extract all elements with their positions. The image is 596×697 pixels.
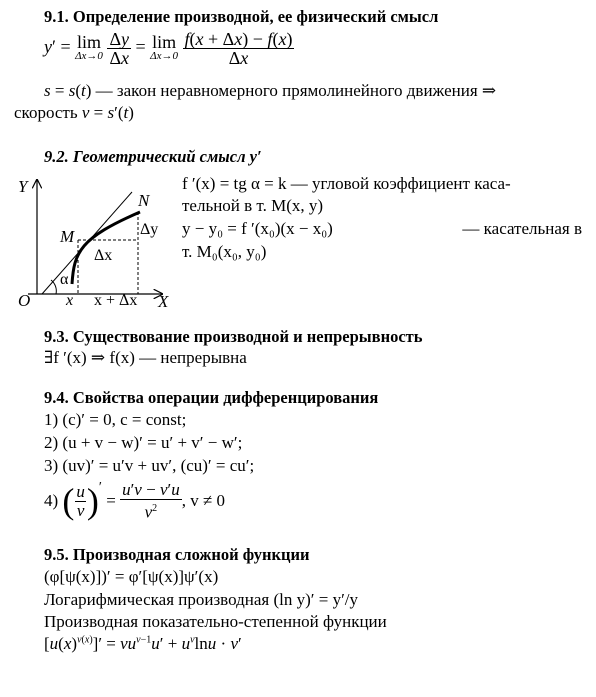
rule-4-number: 4) [44,491,59,510]
tangent-line [42,192,132,294]
alpha-label: α [60,271,69,288]
rule-1: 1) (c)′ = 0, c = const; [44,410,187,429]
point-n-label: N [138,191,150,210]
speed-label: скорость [14,103,78,122]
rule-2: 2) (u + v − w)′ = u′ + v′ − w′; [44,433,243,452]
motion-law-line: s = s(t) — закон неравномерного прямолинейного движения ⇒ [44,81,497,100]
tangent-figure [10,172,180,312]
point-m-label: M [60,227,75,246]
tangent-equation-desc: — касательная в [462,219,582,238]
geometric-line-2: тельной в т. M(x, y) [182,196,324,215]
continuity-statement: ∃f ′(x) ⇒ f(x) — непрерывна [44,348,247,367]
motion-law-text: — закон неравномерного прямолинейного движения ⇒ [95,81,497,100]
x-axis-label: X [158,292,169,311]
tangent-equation [182,219,582,239]
derivative-definition-formula: y′ = lim Δx→0 $\frac{\Delta y}{\Delta x}$ = lim Δx→0 $\frac{f(x + \Delta x) - f(x)}{\Delta x}$ [44,29,293,68]
rule-3: 3) (uv)′ = u′v + uv′, (cu)′ = cu′; [44,456,255,475]
tangent-equation-formula: y − y₀ = f ′(x₀)(x − x₀) [182,219,333,238]
section-9-4-heading: 9.4. Свойства операции дифференцирования [44,388,379,407]
section-9-3-heading: 9.3. Существование производной и непрерывность [44,327,423,346]
alpha-arc [51,280,56,294]
log-derivative: Логарифмическая производная (ln y)′ = y′/y [44,590,359,609]
rule-4-condition: , v ≠ 0 [181,491,226,510]
delta-x-label: Δx [94,247,113,264]
section-9-5-heading: 9.5. Производная сложной функции [44,545,310,564]
origin-label: O [18,291,31,310]
x-plus-dx-tick-label: x + Δx [94,292,138,309]
geometric-line-4: т. M₀(x₀, y₀) [182,242,267,261]
rule-4: 4) ( $\frac{u}{v}$ ) ′ = $\frac{u'v - v'u}{v^2}$ , v ≠ 0 [44,479,226,522]
section-9-2-heading: 9.2. Геометрический смысл y′ [44,147,262,166]
power-exp-title: Производная показательно-степенной функции [44,612,387,631]
chain-rule: (φ[ψ(x)])′ = φ′[ψ(x)]ψ′(x) [44,567,219,586]
power-exp-formula: $[u(x)^{v(x)}]' = vu^{v-1}u' + u^v\ln u \cdot v'$ [44,634,242,653]
y-axis-label: Y [18,177,28,196]
geometric-line-1: f ′(x) = tg α = k — угловой коэффициент каса- [182,174,511,193]
delta-y-label: Δy [140,221,159,238]
section-9-1-heading: 9.1. Определение производной, ее физический смысл [44,7,439,26]
x-tick-label: x [66,292,74,309]
speed-line: скорость v = s′(t) [14,103,134,122]
